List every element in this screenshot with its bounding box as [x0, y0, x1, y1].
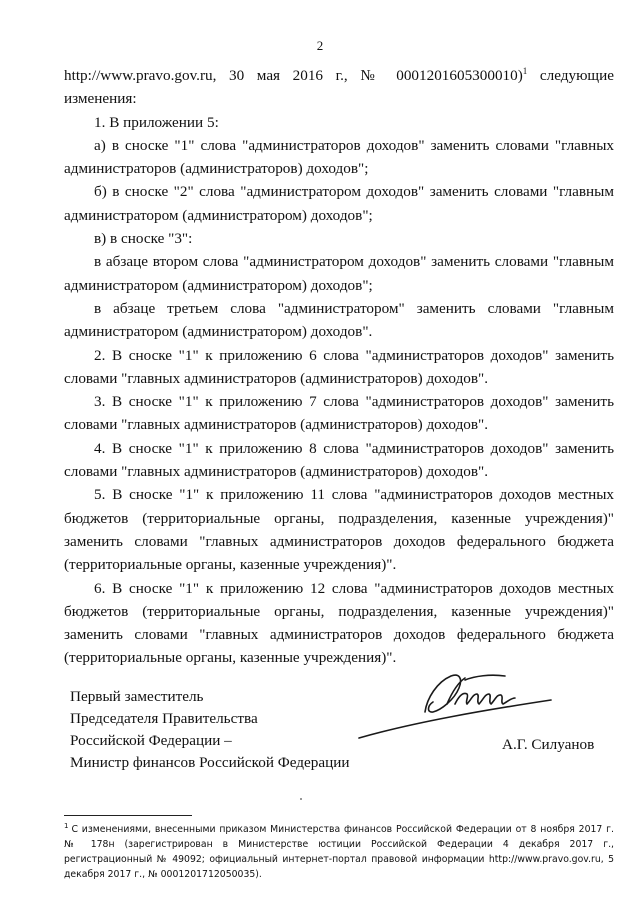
handwritten-signature: [355, 660, 555, 740]
paragraph: в) в сноске "3":: [94, 230, 193, 248]
signatory-title-line: Российской Федерации –: [70, 732, 232, 749]
footnote-text: С изменениями, внесенными приказом Министерства финансов Российской Федерации от 8 ноября 2017 г. № 178н (зарегистрирован в Министерстве юстиции Российской Федерации 4 декабря 2017 г., регистрационный № 49092; официальный интернет-портал правовой информации http://www.pravo.gov.ru, 5 декабря 2017 г., № 0001201712050035).: [64, 824, 614, 880]
paragraph: а) в сноске "1" слова "администраторов доходов" заменить словами "главных администраторов (администраторов) доходов";: [64, 136, 614, 178]
paragraph: 6. В сноске "1" к приложению 12 слова "администраторов доходов местных бюджетов (территориальные органы, подразделения, казенные учреждения)" заменить словами "главных администраторов доходов федерального бюджета (территориальные органы, казенные учреждения)".: [64, 579, 614, 667]
signatory-title-line: Министр финансов Российской Федерации: [70, 754, 350, 771]
footnote-reference: 1: [522, 65, 528, 76]
paragraph: в абзаце втором слова "администратором доходов" заменить словами "главным администратором (администратором) доходов";: [64, 253, 614, 294]
paragraph: в абзаце третьем слова "администратором" заменить словами "главным администратором (администратором) доходов".: [64, 299, 614, 341]
signatory-name: А.Г. Силуанов: [502, 736, 595, 753]
paragraph: б) в сноске "2" слова "администратором доходов" заменить словами "главным администратором (администратором) доходов";: [64, 183, 614, 224]
footnote-divider: [64, 815, 192, 816]
paragraph: 2. В сноске "1" к приложению 6 слова "администраторов доходов" заменить словами "главных администраторов (администраторов) доходов".: [64, 346, 614, 387]
signatory-title-line: Первый заместитель: [70, 688, 204, 705]
footnote-mark: 1: [64, 821, 69, 830]
paragraph: 1. В приложении 5:: [94, 113, 219, 131]
footnote: [64, 822, 614, 882]
scan-speck: [300, 798, 302, 800]
page-number: 2: [316, 38, 324, 53]
paragraph: 4. В сноске "1" к приложению 8 слова "администраторов доходов" заменить словами "главных администраторов (администраторов) доходов".: [64, 439, 614, 481]
paragraph-text: http://www.pravo.gov.ru, 30 мая 2016 г., № 0001201605300010): [64, 67, 523, 84]
body-text: [64, 64, 614, 670]
signatory-title-line: Председателя Правительства: [70, 710, 258, 727]
paragraph: 3. В сноске "1" к приложению 7 слова "администраторов доходов" заменить словами "главных администраторов (администраторов) доходов".: [64, 393, 614, 434]
signatory-title: [70, 686, 349, 774]
paragraph: 5. В сноске "1" к приложению 11 слова "администраторов доходов местных бюджетов (территориальные органы, подразделения, казенные учреждения)" заменить словами "главных администраторов доходов федерального бюджета (территориальные органы, казенные учреждения)".: [64, 486, 614, 574]
paragraph-continuation: [64, 64, 614, 111]
paragraph-tail: следующие изменения:: [64, 67, 614, 108]
